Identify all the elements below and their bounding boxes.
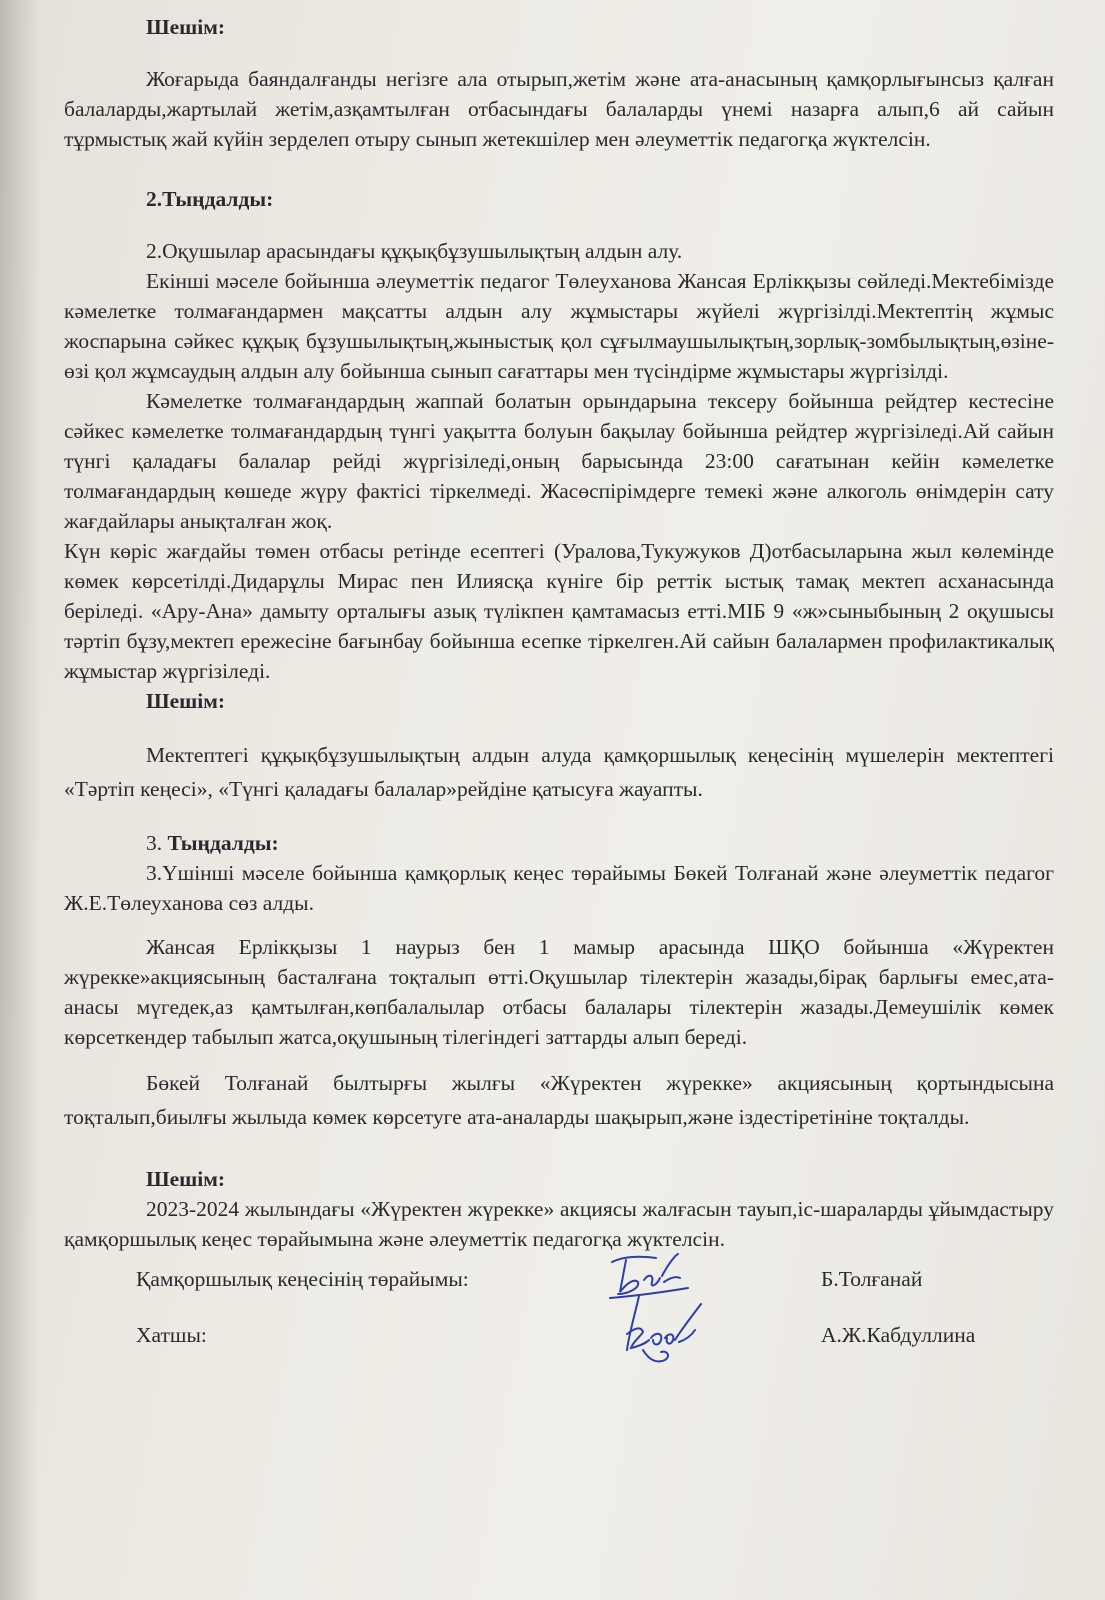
section3-heard-label: Тыңдалды:: [167, 831, 279, 855]
section3-heard-heading: [64, 828, 1054, 858]
secretary-label: Хатшы:: [136, 1323, 207, 1347]
section3-topic: 3.Үшінші мәселе бойынша қамқорлық кеңес төрайымы Бөкей Толғанай және әлеуметтік педагог Ж.Е.Төлеуханова сөз алды.: [64, 861, 1054, 915]
section1-decision-text: Жоғарыда баяндалғанды негізге ала отырып,жетім және ата-анасының қамқорлығынсыз қалған балаларды,жартылай жетім,азқамтылған отбасындағы балаларды үнемі назарға алып,6 ай сайын тұрмыстық жай күйін зерделеп отыру сынып жетекшілер мен әлеуметтік педагогқа жүктелсін.: [64, 67, 1054, 151]
section3-paragraph-1: Жансая Ерлікқызы 1 наурыз бен 1 мамыр арасында ШҚО бойынша «Жүректен жүрекке»акциясының басталғана тоқталып өтті.Оқушылар тілектерін жазады,бірақ барлығы емес,ата-анасы мүгедек,аз қамтылған,көпбалалылар отбасы балалары тілектерін жазады.Демеушілік көмек көрсеткендер табылып жатса,оқушының тілегіндегі заттарды алып береді.: [64, 935, 1054, 1049]
chair-signature-row: [64, 1254, 1054, 1310]
section2-decision-text: Мектептегі құқықбұзушылықтың алдын алуда қамқоршылық кеңесінің мүшелерін мектептегі «Тәртіп кеңесі», «Түнгі қаладағы балалар»рейдіне қатысуға жауапты.: [64, 743, 1054, 801]
chair-name: Б.Толғанай: [821, 1267, 923, 1291]
chair-label: Қамқоршылық кеңесінің төрайымы:: [136, 1267, 469, 1291]
page-shadow: [0, 0, 40, 1600]
section2-heard-heading: 2.Тыңдалды:: [146, 187, 274, 211]
section1-decision-heading: Шешім:: [146, 15, 226, 39]
section3-heard-number: 3.: [146, 831, 163, 855]
secretary-name: А.Ж.Кабдуллина: [821, 1323, 976, 1347]
section2-decision-heading: Шешім:: [146, 689, 226, 713]
section2-paragraph-3: Күн көріс жағдайы төмен отбасы ретінде есептегі (Уралова,Тукужуков Д)отбасыларына жыл көлемінде көмек көрсетілді.Дидарұлы Мирас пен Илиясқа күніге бір реттік ыстық тамақ мектеп асханасында беріледі. «Ару-Ана» дамыту орталығы азық түлікпен қамтамасыз етті.МІБ 9 «ж»сыныбының 2 оқушысы тәртіп бұзу,мектеп ережесіне бағынбау бойынша есепке тіркелген.Ай сайын балалармен профилактикалық жұмыстар жүргізіледі.: [64, 539, 1054, 683]
section2-paragraph-1: Екінші мәселе бойынша әлеуметтік педагог Төлеуханова Жансая Ерлікқызы сөйледі.Мектебімізде кәмелетке толмағандармен мақсатты алдын алу жұмыстары жүйелі жүргізілді.Мектептің жұмыс жоспарына сәйкес құқық бұзушылықтың,жыныстық қол сұғылмаушылықтың,зорлық-зомбылықтың,өзіне-өзі қол жұмсаудың алдын алу бойынша сынып сағаттары мен түсіндірме жұмыстары жүргізілді.: [64, 269, 1054, 383]
section3-decision-text: 2023-2024 жылындағы «Жүректен жүрекке» акциясы жалғасын тауып,іс-шараларды ұйымдастыру қамқоршылық кеңес төрайымына және әлеуметтік педагогқа жүктелсін.: [64, 1197, 1054, 1251]
section2-topic: 2.Оқушылар арасындағы құқықбұзушылықтың алдын алу.: [146, 239, 683, 263]
section3-decision-heading: Шешім:: [146, 1167, 226, 1191]
section3-paragraph-2: Бөкей Толғанай былтырғы жылғы «Жүректен жүрекке» акциясының қортындысына тоқталып,биылғы жылыда көмек көрсетуге ата-аналарды шақырып,және іздестіретініне тоқталды.: [64, 1071, 1054, 1129]
document-body: [64, 12, 1054, 1366]
secretary-signature-row: [64, 1310, 1054, 1366]
secretary-signature-icon: [609, 1290, 719, 1370]
section2-paragraph-2: Кәмелетке толмағандардың жаппай болатын орындарына тексеру бойынша рейдтер кестесіне сәйкес кәмелетке толмағандардың түнгі уақытта болуын бақылау бойынша рейдтер жүргізіледі.Ай сайын түнгі қаладағы балалар рейді жүргізіледі,оның барысында 23:00 сағатынан кейін кәмелетке толмағандардың көшеде жүру фактісі тіркелмеді. Жасөспірімдерге темекі және алкоголь өнімдерін сату жағдайлары анықталған жоқ.: [64, 389, 1054, 533]
